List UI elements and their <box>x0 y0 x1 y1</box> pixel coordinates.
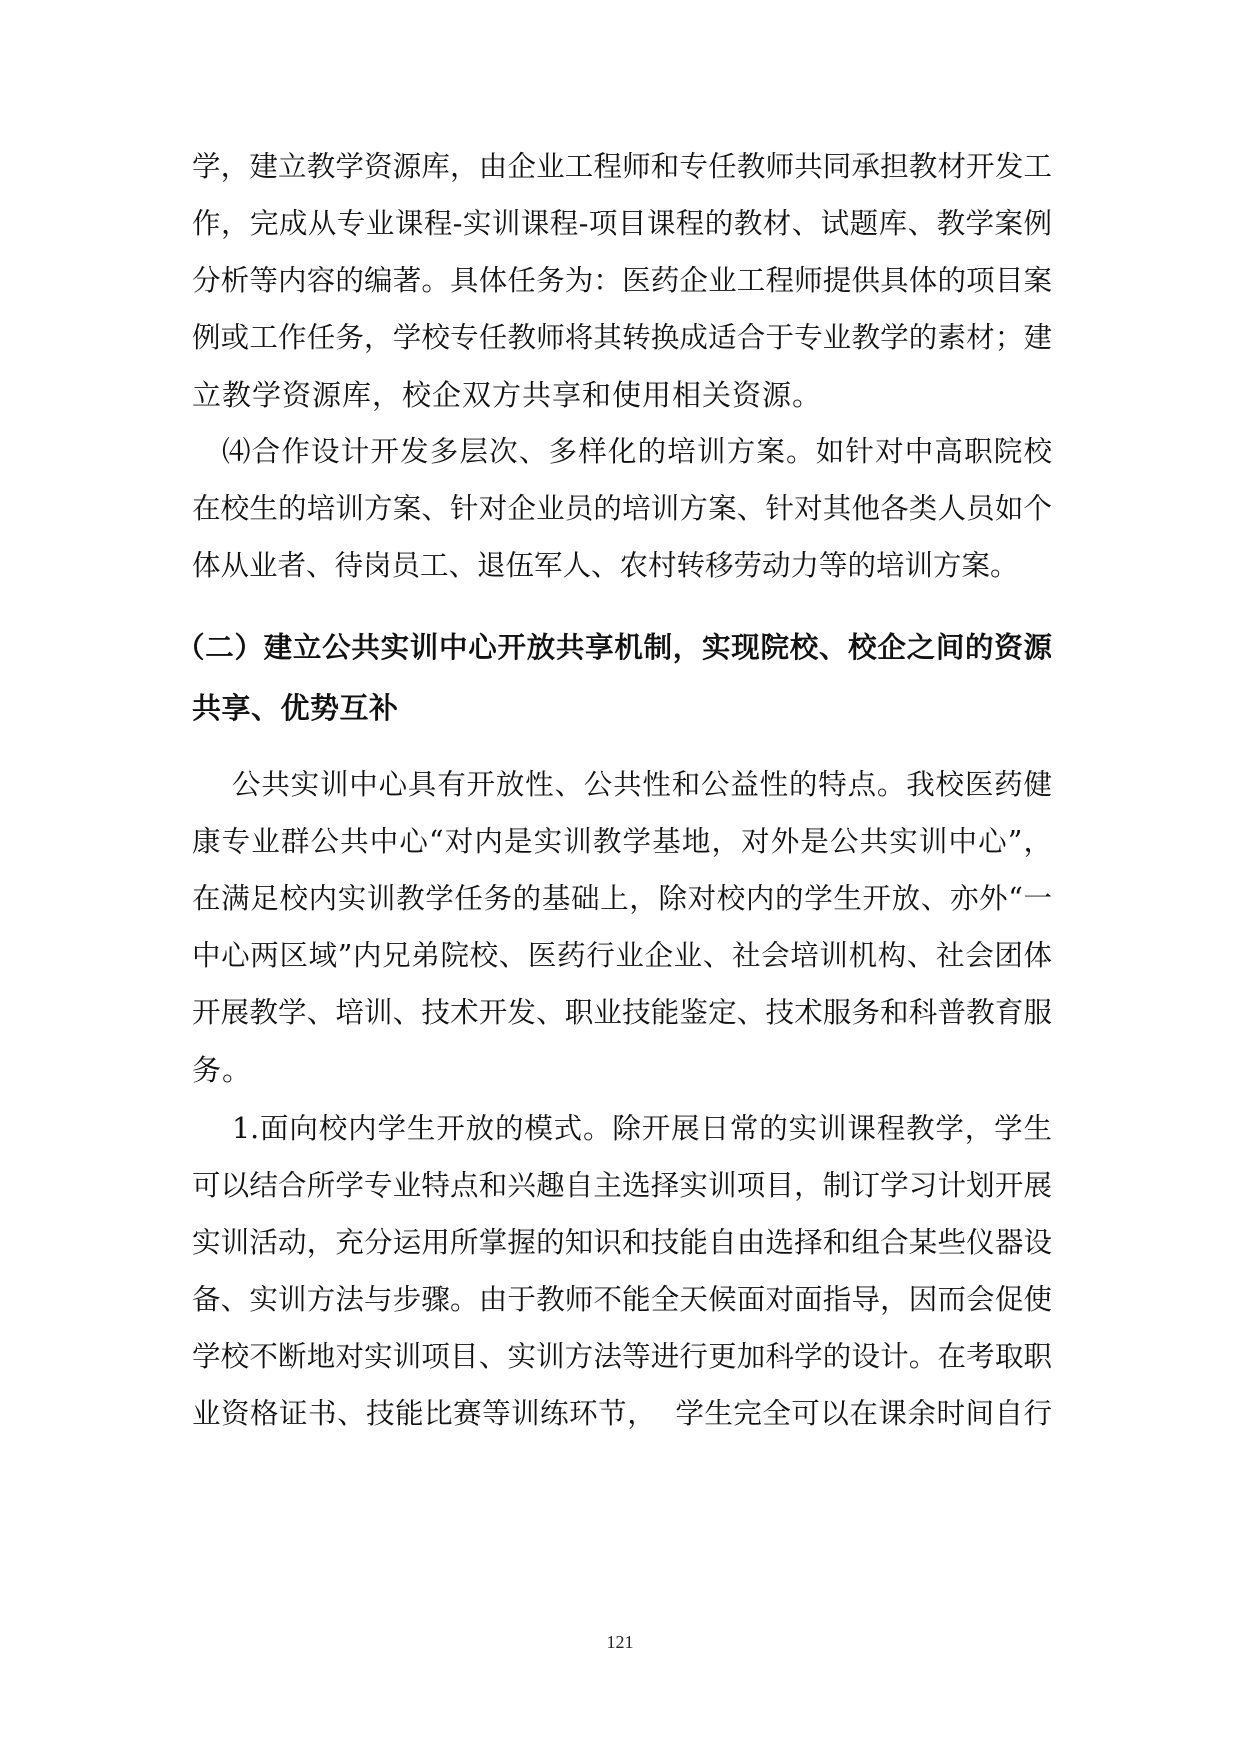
paragraph-3-line: 公共实训中心具有开放性、公共性和公益性的特点。我校医药健 <box>232 768 1052 801</box>
paragraph-3-line: 康专业群公共中心“对内是实训教学基地，对外是公共实训中心”， <box>192 825 1052 858</box>
paragraph-4-line: 1.面向校内学生开放的模式。除开展日常的实训课程教学，学生 <box>232 1112 1052 1145</box>
paragraph-2-line: 在校生的培训方案、针对企业员的培训方案、针对其他各类人员如个 <box>192 492 1052 525</box>
paragraph-3-line: 务。 <box>192 1053 253 1087</box>
paragraph-3-line: 中心两区域”内兄弟院校、医药行业企业、社会培训机构、社会团体 <box>192 939 1052 972</box>
paragraph-4-line: 实训活动，充分运用所掌握的知识和技能自由选择和组合某些仪器设 <box>192 1226 1052 1259</box>
paragraph-1-line: 立教学资源库，校企双方共享和使用相关资源。 <box>192 378 823 412</box>
page-number: 121 <box>606 1632 634 1652</box>
paragraph-1-line: 学，建立教学资源库，由企业工程师和专任教师共同承担教材开发工 <box>192 150 1052 183</box>
paragraph-3-line: 在满足校内实训教学任务的基础上，除对校内的学生开放、亦外“一 <box>192 882 1052 915</box>
paragraph-2-line: 体从业者、待岗员工、退伍军人、农村转移劳动力等的培训方案。 <box>192 549 1019 582</box>
section-heading-line: 共享、优势互补 <box>192 691 399 725</box>
paragraph-4-line: 学校不断地对实训项目、实训方法等进行更加科学的设计。在考取职 <box>192 1340 1052 1373</box>
paragraph-1-line: 例或工作任务，学校专任教师将其转换成适合于专业教学的素材；建 <box>192 321 1052 354</box>
paragraph-4-line: 业资格证书、技能比赛等训练环节， 学生完全可以在课余时间自行 <box>192 1397 1052 1430</box>
paragraph-1-line: 作，完成从专业课程-实训课程-项目课程的教材、试题库、教学案例 <box>192 207 1052 240</box>
paragraph-4-line: 可以结合所学专业特点和兴趣自主选择实训项目，制订学习计划开展 <box>192 1169 1052 1202</box>
section-heading-line: （二）建立公共实训中心开放共享机制，实现院校、校企之间的资源 <box>176 631 1052 664</box>
paragraph-4-line: 备、实训方法与步骤。由于教师不能全天候面对面指导，因而会促使 <box>192 1283 1052 1316</box>
paragraph-2-line: ⑷合作设计开发多层次、多样化的培训方案。如针对中高职院校 <box>222 435 1052 468</box>
paragraph-1-line: 分析等内容的编著。具体任务为：医药企业工程师提供具体的项目案 <box>192 264 1052 297</box>
paragraph-3-line: 开展教学、培训、技术开发、职业技能鉴定、技术服务和科普教育服 <box>192 996 1052 1029</box>
